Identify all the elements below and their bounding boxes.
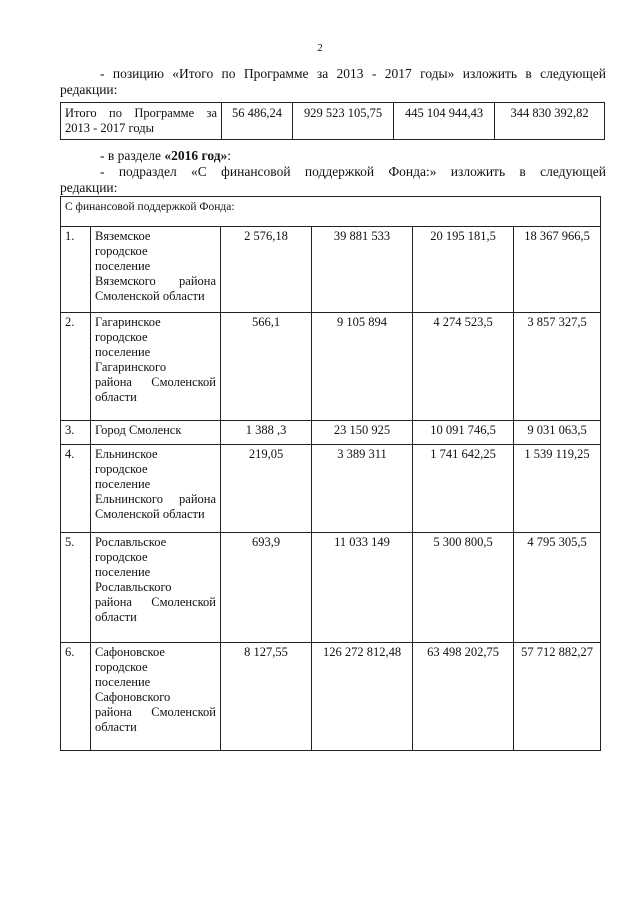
table-row <box>61 445 601 533</box>
row-name-line: Смоленской области <box>95 507 205 521</box>
row-value-1: 693,9 <box>221 533 312 643</box>
row-value-4: 57 712 882,27 <box>514 643 601 751</box>
row-number: 3. <box>61 421 91 445</box>
row-number: 5. <box>61 533 91 643</box>
row-name-line: Рославльское <box>95 535 167 549</box>
row-name-line: поселение <box>95 565 151 579</box>
row-value-1: 8 127,55 <box>221 643 312 751</box>
row-name-line: района Смоленской <box>95 595 216 609</box>
section-paragraph <box>60 148 606 196</box>
row-name-line: Вяземского района <box>95 274 216 288</box>
total-value-4: 344 830 392,82 <box>495 103 605 140</box>
row-name <box>91 421 221 445</box>
row-name-line: городское <box>95 330 148 344</box>
total-label-line-1: Итого по Программе за <box>65 106 217 120</box>
row-name <box>91 313 221 421</box>
row-name-line: городское <box>95 550 148 564</box>
row-name-line: Смоленской области <box>95 289 205 303</box>
table-row <box>61 227 601 313</box>
fund-table-header-row <box>61 197 601 227</box>
row-value-4: 18 367 966,5 <box>514 227 601 313</box>
total-value-2: 929 523 105,75 <box>293 103 394 140</box>
row-name-line: области <box>95 610 137 624</box>
total-value-1: 56 486,24 <box>222 103 293 140</box>
row-name-line: Ельнинского района <box>95 492 216 506</box>
row-name-line: городское <box>95 462 148 476</box>
row-value-1: 566,1 <box>221 313 312 421</box>
row-name-line: поселение <box>95 259 151 273</box>
table-row <box>61 643 601 751</box>
row-name-line: Гагаринского <box>95 360 167 374</box>
intro-line-2: редакции: <box>60 82 118 97</box>
fund-table-body <box>61 227 601 751</box>
row-value-2: 9 105 894 <box>312 313 413 421</box>
intro-line-1: - позицию «Итого по Программе за 2013 - 2017 годы» изложить в следующей <box>100 66 606 81</box>
row-number: 1. <box>61 227 91 313</box>
row-name-line: области <box>95 390 137 404</box>
row-name <box>91 227 221 313</box>
total-row <box>61 103 605 140</box>
page-number: 2 <box>317 42 323 54</box>
row-name-line: городское <box>95 244 148 258</box>
row-name-line: Город Смоленск <box>95 423 182 437</box>
row-value-1: 219,05 <box>221 445 312 533</box>
row-value-2: 3 389 311 <box>312 445 413 533</box>
row-name-line: Вяземское <box>95 229 151 243</box>
row-name-line: городское <box>95 660 148 674</box>
subsection-line-1: - подраздел «С финансовой поддержкой Фонда:» изложить в следующей <box>100 164 606 179</box>
section-line <box>60 148 606 164</box>
section-suffix: : <box>227 148 232 163</box>
table-row <box>61 313 601 421</box>
row-name-line: поселение <box>95 675 151 689</box>
row-value-1: 1 388 ,3 <box>221 421 312 445</box>
total-label-line-2: 2013 - 2017 годы <box>65 121 155 135</box>
intro-paragraph <box>60 66 606 98</box>
row-value-4: 9 031 063,5 <box>514 421 601 445</box>
total-table <box>60 102 605 140</box>
fund-table-header: С финансовой поддержкой Фонда: <box>61 197 601 227</box>
total-label-cell <box>61 103 222 140</box>
row-value-2: 23 150 925 <box>312 421 413 445</box>
row-name-line: района Смоленской <box>95 705 216 719</box>
row-name <box>91 445 221 533</box>
row-value-4: 4 795 305,5 <box>514 533 601 643</box>
row-value-4: 3 857 327,5 <box>514 313 601 421</box>
row-value-1: 2 576,18 <box>221 227 312 313</box>
row-number: 2. <box>61 313 91 421</box>
row-value-3: 20 195 181,5 <box>413 227 514 313</box>
row-name <box>91 533 221 643</box>
row-name <box>91 643 221 751</box>
row-name-line: района Смоленской <box>95 375 216 389</box>
row-name-line: области <box>95 720 137 734</box>
row-number: 6. <box>61 643 91 751</box>
subsection-line-2: редакции: <box>60 180 118 195</box>
row-value-3: 5 300 800,5 <box>413 533 514 643</box>
row-value-3: 63 498 202,75 <box>413 643 514 751</box>
fund-table <box>60 196 601 751</box>
row-name-line: Сафоновского <box>95 690 171 704</box>
row-name-line: Ельнинское <box>95 447 158 461</box>
row-name-line: поселение <box>95 345 151 359</box>
table-row <box>61 421 601 445</box>
row-value-3: 10 091 746,5 <box>413 421 514 445</box>
row-value-3: 4 274 523,5 <box>413 313 514 421</box>
row-value-2: 39 881 533 <box>312 227 413 313</box>
section-year: «2016 год» <box>164 148 228 163</box>
row-value-4: 1 539 119,25 <box>514 445 601 533</box>
row-name-line: Сафоновское <box>95 645 165 659</box>
total-value-3: 445 104 944,43 <box>394 103 495 140</box>
row-value-3: 1 741 642,25 <box>413 445 514 533</box>
table-row <box>61 533 601 643</box>
row-value-2: 11 033 149 <box>312 533 413 643</box>
row-number: 4. <box>61 445 91 533</box>
row-value-2: 126 272 812,48 <box>312 643 413 751</box>
row-name-line: Рославльского <box>95 580 172 594</box>
row-name-line: поселение <box>95 477 151 491</box>
row-name-line: Гагаринское <box>95 315 161 329</box>
section-prefix: - в разделе <box>100 148 165 163</box>
